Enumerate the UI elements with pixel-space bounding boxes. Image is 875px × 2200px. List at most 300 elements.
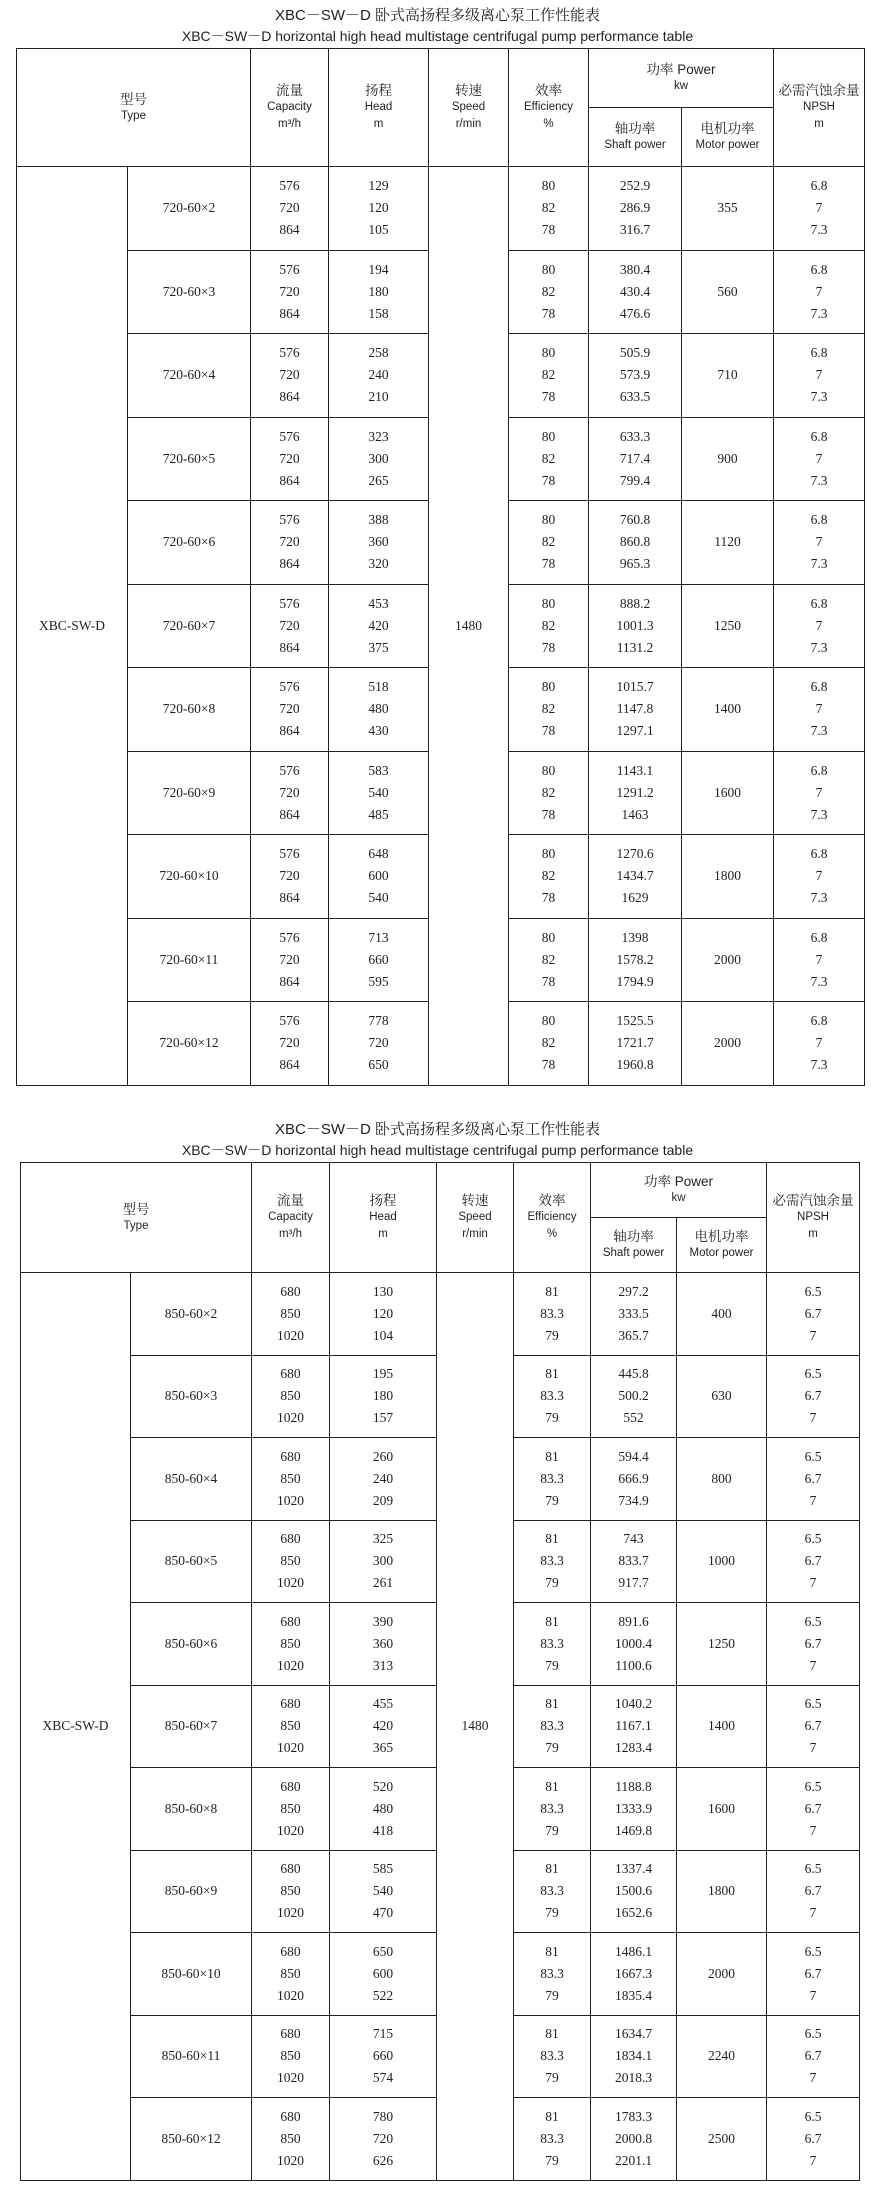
efficiency-cell [509, 751, 589, 835]
title-english: XBC－SW－D horizontal high head multistage centrifugal pump performance table [181, 1142, 694, 1158]
header-power-cn: 功率 Power [643, 1174, 714, 1189]
shaft-power-cell-value: 1652.6 [614, 1905, 653, 1921]
motor-power-cell: 400 [677, 1273, 767, 1356]
npsh-cell [774, 417, 865, 501]
npsh-cell [767, 2015, 860, 2098]
npsh-cell-value: 6.8 [810, 428, 828, 444]
header-efficiency-en: Efficiency [523, 101, 573, 113]
shaft-power-cell [589, 751, 682, 835]
model-name: 720-60×9 [128, 751, 251, 835]
shaft-power-cell-value: 1525.5 [616, 1013, 654, 1029]
table-title [0, 6, 875, 48]
capacity-cell-value: 864 [279, 973, 300, 989]
head-cell-value: 240 [368, 367, 389, 383]
npsh-cell-value: 7 [809, 1740, 817, 1756]
npsh-cell-value: 7.3 [810, 1057, 828, 1073]
efficiency-cell-value: 82 [541, 868, 556, 884]
capacity-cell-value: 864 [279, 222, 300, 238]
head-cell-value: 480 [368, 701, 389, 717]
capacity-cell-value: 720 [279, 1035, 300, 1051]
head-cell [329, 167, 429, 251]
motor-power-cell: 560 [682, 250, 774, 334]
shaft-power-cell [591, 1850, 677, 1933]
npsh-cell-value: 6.7 [804, 1718, 822, 1734]
capacity-cell-value: 850 [280, 2048, 301, 2064]
shaft-power-cell-value: 252.9 [619, 178, 651, 194]
shaft-power-cell-value: 476.6 [619, 305, 651, 321]
head-cell [330, 1355, 437, 1438]
title-english: XBC－SW－D horizontal high head multistage centrifugal pump performance table [181, 28, 694, 44]
motor-power-cell: 355 [682, 167, 774, 251]
npsh-cell [774, 250, 865, 334]
model-name: 850-60×5 [131, 1520, 252, 1603]
npsh-cell-value: 7 [809, 2152, 817, 2168]
shaft-power-cell-value: 505.9 [619, 345, 651, 361]
shaft-power-cell-value: 333.5 [618, 1305, 649, 1321]
capacity-cell [252, 1438, 330, 1521]
npsh-cell-value: 7.3 [810, 472, 828, 488]
head-cell-value: 420 [368, 617, 389, 633]
header-efficiency-cn: 效率 [535, 83, 562, 98]
capacity-cell [252, 1685, 330, 1768]
header-speed [437, 1163, 514, 1273]
header-power [591, 1163, 767, 1218]
model-name: 720-60×11 [128, 918, 251, 1002]
shaft-power-cell [589, 167, 682, 251]
npsh-cell-value: 7 [815, 868, 823, 884]
npsh-cell-value: 6.7 [804, 2048, 822, 2064]
efficiency-cell-value: 82 [541, 701, 556, 717]
shaft-power-cell-value: 1147.8 [616, 701, 654, 717]
header-motor-power-cn: 电机功率 [694, 1229, 749, 1244]
efficiency-cell [509, 584, 589, 668]
shaft-power-cell [589, 250, 682, 334]
head-cell-value: 390 [372, 1613, 394, 1629]
head-cell-value: 313 [372, 1657, 394, 1673]
header-shaft-power-en: Shaft power [602, 1247, 665, 1259]
shaft-power-cell-value: 1188.8 [615, 1778, 652, 1794]
head-cell [329, 250, 429, 334]
npsh-cell [774, 334, 865, 418]
npsh-cell-value: 6.7 [804, 1635, 822, 1651]
npsh-cell [767, 1520, 860, 1603]
head-cell [330, 1603, 437, 1686]
head-cell-value: 430 [368, 723, 389, 739]
efficiency-cell-value: 82 [541, 450, 556, 466]
npsh-cell-value: 7 [815, 283, 823, 299]
head-cell-value: 180 [368, 283, 389, 299]
npsh-cell-value: 6.5 [804, 1778, 822, 1794]
efficiency-cell-value: 83.3 [540, 1883, 564, 1899]
efficiency-cell-value: 79 [545, 1740, 559, 1756]
capacity-cell [251, 918, 329, 1002]
motor-power-cell: 2000 [677, 1933, 767, 2016]
shaft-power-cell-value: 1297.1 [616, 723, 654, 739]
capacity-cell-value: 850 [280, 1388, 301, 1404]
model-name: 850-60×10 [131, 1933, 252, 2016]
table-row [21, 1273, 860, 1356]
capacity-cell [251, 417, 329, 501]
model-name: 720-60×12 [128, 1002, 251, 1086]
efficiency-cell-value: 80 [541, 679, 556, 695]
shaft-power-cell [589, 918, 682, 1002]
efficiency-cell-value: 79 [545, 1905, 559, 1921]
efficiency-cell-value: 82 [541, 1035, 556, 1051]
efficiency-cell-value: 82 [541, 200, 556, 216]
shaft-power-cell-value: 552 [623, 1410, 644, 1426]
npsh-cell-value: 6.7 [804, 1470, 822, 1486]
shaft-power-cell [589, 835, 682, 919]
capacity-cell-value: 850 [280, 1470, 301, 1486]
efficiency-cell-value: 78 [541, 639, 556, 655]
head-cell-value: 720 [372, 2130, 394, 2146]
shaft-power-cell-value: 1333.9 [614, 1800, 653, 1816]
capacity-cell-value: 720 [279, 534, 300, 550]
model-name: 720-60×5 [128, 417, 251, 501]
capacity-cell-value: 680 [280, 1448, 301, 1464]
npsh-cell-value: 7 [815, 450, 823, 466]
capacity-cell-value: 864 [279, 890, 300, 906]
speed-value: 1480 [429, 167, 509, 1086]
head-cell-value: 300 [368, 450, 389, 466]
header-npsh-unit: m [814, 118, 824, 130]
header-head-unit: m [373, 118, 384, 130]
shaft-power-cell-value: 594.4 [618, 1448, 649, 1464]
efficiency-cell [514, 1850, 591, 1933]
npsh-cell-value: 6.5 [804, 1448, 822, 1464]
capacity-cell [252, 1603, 330, 1686]
shaft-power-cell [591, 1685, 677, 1768]
header-npsh-en: NPSH [803, 101, 835, 113]
capacity-cell-value: 576 [279, 595, 300, 611]
head-cell [330, 1768, 437, 1851]
efficiency-cell-value: 79 [545, 1987, 559, 2003]
head-cell [330, 1850, 437, 1933]
head-cell [330, 1685, 437, 1768]
efficiency-cell-value: 80 [541, 512, 556, 528]
capacity-cell-value: 720 [279, 450, 300, 466]
motor-power-cell: 710 [682, 334, 774, 418]
capacity-cell-value: 1020 [277, 1822, 304, 1838]
capacity-cell-value: 680 [280, 1613, 301, 1629]
header-efficiency-cn: 效率 [538, 1193, 566, 1208]
npsh-cell [774, 584, 865, 668]
model-name: 720-60×6 [128, 501, 251, 585]
header-head-en: Head [364, 101, 393, 113]
shaft-power-cell-value: 430.4 [619, 283, 651, 299]
shaft-power-cell [589, 668, 682, 752]
capacity-cell-value: 680 [280, 2026, 301, 2042]
model-name: 850-60×8 [131, 1768, 252, 1851]
npsh-cell-value: 7 [809, 1492, 817, 1508]
capacity-cell [252, 1850, 330, 1933]
npsh-cell [767, 1685, 860, 1768]
shaft-power-cell-value: 365.7 [618, 1327, 649, 1343]
capacity-cell-value: 576 [279, 428, 300, 444]
npsh-cell-value: 6.5 [804, 1943, 822, 1959]
shaft-power-cell-value: 1794.9 [616, 973, 654, 989]
motor-power-cell: 1600 [677, 1768, 767, 1851]
head-cell-value: 650 [372, 1943, 394, 1959]
npsh-cell [774, 167, 865, 251]
shaft-power-cell [591, 1273, 677, 1356]
head-cell [329, 584, 429, 668]
header-type-en: Type [123, 1219, 149, 1232]
efficiency-cell-value: 78 [541, 806, 556, 822]
npsh-cell-value: 6.7 [804, 1388, 822, 1404]
efficiency-cell-value: 83.3 [540, 1635, 564, 1651]
shaft-power-cell-value: 1001.3 [616, 617, 654, 633]
header-speed [429, 49, 509, 167]
header-capacity [251, 49, 329, 167]
npsh-cell-value: 6.5 [804, 2108, 822, 2124]
series-name: XBC-SW-D [17, 167, 128, 1086]
efficiency-cell-value: 80 [541, 1013, 556, 1029]
shaft-power-cell-value: 2018.3 [614, 2070, 653, 2086]
npsh-cell [767, 1603, 860, 1686]
shaft-power-cell-value: 1270.6 [616, 846, 654, 862]
npsh-cell [774, 751, 865, 835]
efficiency-cell-value: 78 [541, 556, 556, 572]
head-cell-value: 660 [368, 951, 389, 967]
shaft-power-cell-value: 1834.1 [614, 2048, 653, 2064]
efficiency-cell-value: 81 [545, 1283, 559, 1299]
head-cell-value: 320 [368, 556, 389, 572]
capacity-cell-value: 576 [279, 345, 300, 361]
shaft-power-cell-value: 1398 [621, 929, 649, 945]
head-cell-value: 418 [372, 1822, 394, 1838]
shaft-power-cell-value: 1283.4 [614, 1740, 653, 1756]
npsh-cell-value: 7 [815, 701, 823, 717]
npsh-cell [767, 1850, 860, 1933]
model-name: 720-60×7 [128, 584, 251, 668]
head-cell-value: 595 [368, 973, 389, 989]
motor-power-cell: 1400 [682, 668, 774, 752]
npsh-cell-value: 6.5 [804, 1696, 822, 1712]
head-cell-value: 209 [372, 1492, 394, 1508]
capacity-cell [251, 167, 329, 251]
capacity-cell-value: 720 [279, 283, 300, 299]
npsh-cell [767, 1355, 860, 1438]
head-cell [329, 668, 429, 752]
npsh-cell [767, 2098, 860, 2181]
head-cell-value: 453 [368, 595, 389, 611]
header-efficiency-unit: % [543, 118, 554, 130]
efficiency-cell [509, 417, 589, 501]
capacity-cell-value: 680 [280, 1943, 301, 1959]
header-speed-unit: r/min [462, 1228, 488, 1240]
header-power-cn: 功率 Power [646, 62, 716, 77]
shaft-power-cell-value: 1500.6 [614, 1883, 653, 1899]
motor-power-cell: 800 [677, 1438, 767, 1521]
shaft-power-cell [591, 1768, 677, 1851]
shaft-power-cell [589, 1002, 682, 1086]
npsh-cell-value: 6.7 [804, 1965, 822, 1981]
capacity-cell-value: 680 [280, 1696, 301, 1712]
efficiency-cell-value: 81 [545, 1531, 559, 1547]
capacity-cell [251, 668, 329, 752]
shaft-power-cell-value: 297.2 [618, 1283, 649, 1299]
efficiency-cell-value: 81 [545, 2108, 559, 2124]
efficiency-cell [514, 1685, 591, 1768]
shaft-power-cell-value: 1167.1 [615, 1718, 652, 1734]
model-name: 850-60×3 [131, 1355, 252, 1438]
motor-power-cell: 1120 [682, 501, 774, 585]
head-cell [329, 501, 429, 585]
header-type [17, 49, 251, 167]
shaft-power-cell-value: 1100.6 [615, 1657, 652, 1673]
capacity-cell-value: 1020 [277, 1575, 304, 1591]
header-npsh-cn: 必需汽蚀余量 [778, 83, 860, 98]
head-cell-value: 130 [372, 1283, 394, 1299]
efficiency-cell [509, 167, 589, 251]
motor-power-cell: 1400 [677, 1685, 767, 1768]
shaft-power-cell-value: 1634.7 [614, 2026, 653, 2042]
header-capacity-cn: 流量 [276, 83, 303, 98]
head-cell-value: 485 [368, 806, 389, 822]
efficiency-cell-value: 79 [545, 2070, 559, 2086]
header-speed-unit: r/min [455, 118, 482, 130]
model-name: 850-60×11 [131, 2015, 252, 2098]
efficiency-cell-value: 78 [541, 389, 556, 405]
npsh-cell-value: 7 [815, 784, 823, 800]
efficiency-cell-value: 81 [545, 1696, 559, 1712]
shaft-power-cell-value: 1040.2 [614, 1696, 653, 1712]
shaft-power-cell-value: 2201.1 [614, 2152, 653, 2168]
model-name: 850-60×6 [131, 1603, 252, 1686]
shaft-power-cell-value: 917.7 [618, 1575, 649, 1591]
npsh-cell-value: 6.8 [810, 679, 828, 695]
efficiency-cell-value: 81 [545, 1613, 559, 1629]
shaft-power-cell-value: 1783.3 [614, 2108, 653, 2124]
head-cell [330, 1933, 437, 2016]
capacity-cell-value: 720 [279, 951, 300, 967]
npsh-cell-value: 7.3 [810, 556, 828, 572]
efficiency-cell [514, 1438, 591, 1521]
performance-table [16, 48, 865, 1086]
header-efficiency-unit: % [546, 1228, 558, 1240]
npsh-cell-value: 7 [809, 1327, 817, 1343]
head-cell-value: 129 [368, 178, 389, 194]
model-name: 850-60×2 [131, 1273, 252, 1356]
npsh-cell-value: 6.8 [810, 595, 828, 611]
head-cell [329, 334, 429, 418]
header-capacity-en: Capacity [268, 1211, 313, 1223]
table-row [17, 167, 865, 251]
shaft-power-cell [591, 1603, 677, 1686]
capacity-cell [251, 751, 329, 835]
capacity-cell-value: 680 [280, 1366, 301, 1382]
shaft-power-cell [591, 2015, 677, 2098]
efficiency-cell [509, 1002, 589, 1086]
capacity-cell-value: 576 [279, 1013, 300, 1029]
head-cell-value: 388 [368, 512, 389, 528]
capacity-cell-value: 720 [279, 617, 300, 633]
header-shaft-power-cn: 轴功率 [614, 121, 656, 136]
header-capacity-unit: m³/h [278, 118, 301, 130]
header-type-en: Type [121, 109, 146, 122]
header-npsh-cn: 必需汽蚀余量 [772, 1193, 854, 1208]
shaft-power-cell-value: 1015.7 [616, 679, 654, 695]
capacity-cell-value: 864 [279, 556, 300, 572]
shaft-power-cell [591, 1520, 677, 1603]
capacity-cell [251, 584, 329, 668]
shaft-power-cell-value: 833.7 [618, 1553, 649, 1569]
efficiency-cell [509, 668, 589, 752]
head-cell-value: 325 [372, 1531, 394, 1547]
npsh-cell [767, 1768, 860, 1851]
shaft-power-cell [591, 1933, 677, 2016]
efficiency-cell [514, 2098, 591, 2181]
capacity-cell [252, 1933, 330, 2016]
efficiency-cell-value: 82 [541, 617, 556, 633]
capacity-cell-value: 864 [279, 806, 300, 822]
npsh-cell [774, 835, 865, 919]
shaft-power-cell-value: 286.9 [619, 200, 651, 216]
npsh-cell-value: 6.5 [804, 1613, 822, 1629]
shaft-power-cell-value: 633.5 [619, 389, 651, 405]
npsh-cell [774, 918, 865, 1002]
efficiency-cell-value: 82 [541, 367, 556, 383]
shaft-power-cell-value: 1463 [621, 806, 649, 822]
series-name: XBC-SW-D [21, 1273, 131, 2181]
npsh-cell-value: 7.3 [810, 890, 828, 906]
capacity-cell-value: 1020 [277, 2152, 304, 2168]
head-cell-value: 194 [368, 261, 389, 277]
shaft-power-cell-value: 860.8 [619, 534, 651, 550]
npsh-cell-value: 6.8 [810, 512, 828, 528]
header-power-en: kw [673, 80, 689, 92]
npsh-cell-value: 7 [809, 1410, 817, 1426]
head-cell-value: 365 [372, 1740, 394, 1756]
shaft-power-cell [589, 334, 682, 418]
header-shaft-power [591, 1218, 677, 1273]
efficiency-cell-value: 79 [545, 1327, 559, 1343]
header-motor-power-cn: 电机功率 [700, 121, 755, 136]
head-cell-value: 540 [372, 1883, 394, 1899]
efficiency-cell-value: 78 [541, 890, 556, 906]
header-capacity-en: Capacity [267, 101, 312, 113]
efficiency-cell-value: 80 [541, 762, 556, 778]
capacity-cell [252, 1768, 330, 1851]
shaft-power-cell [589, 501, 682, 585]
efficiency-cell-value: 82 [541, 784, 556, 800]
header-speed-en: Speed [451, 101, 486, 113]
capacity-cell-value: 576 [279, 762, 300, 778]
npsh-cell-value: 6.8 [810, 846, 828, 862]
header-efficiency-en: Efficiency [527, 1211, 577, 1223]
efficiency-cell-value: 79 [545, 1657, 559, 1673]
shaft-power-cell-value: 2000.8 [614, 2130, 653, 2146]
npsh-cell [774, 501, 865, 585]
head-cell-value: 360 [372, 1635, 394, 1651]
head-cell-value: 648 [368, 846, 389, 862]
head-cell-value: 600 [368, 868, 389, 884]
efficiency-cell-value: 80 [541, 595, 556, 611]
motor-power-cell: 1250 [677, 1603, 767, 1686]
head-cell-value: 470 [372, 1905, 394, 1921]
npsh-cell-value: 6.8 [810, 345, 828, 361]
efficiency-cell [514, 1355, 591, 1438]
shaft-power-cell-value: 1835.4 [614, 1987, 653, 2003]
efficiency-cell-value: 80 [541, 846, 556, 862]
npsh-cell-value: 7 [815, 1035, 823, 1051]
header-efficiency [509, 49, 589, 167]
npsh-cell-value: 7.3 [810, 305, 828, 321]
header-shaft-power-cn: 轴功率 [613, 1229, 654, 1244]
capacity-cell-value: 850 [280, 1553, 301, 1569]
npsh-cell-value: 6.8 [810, 178, 828, 194]
